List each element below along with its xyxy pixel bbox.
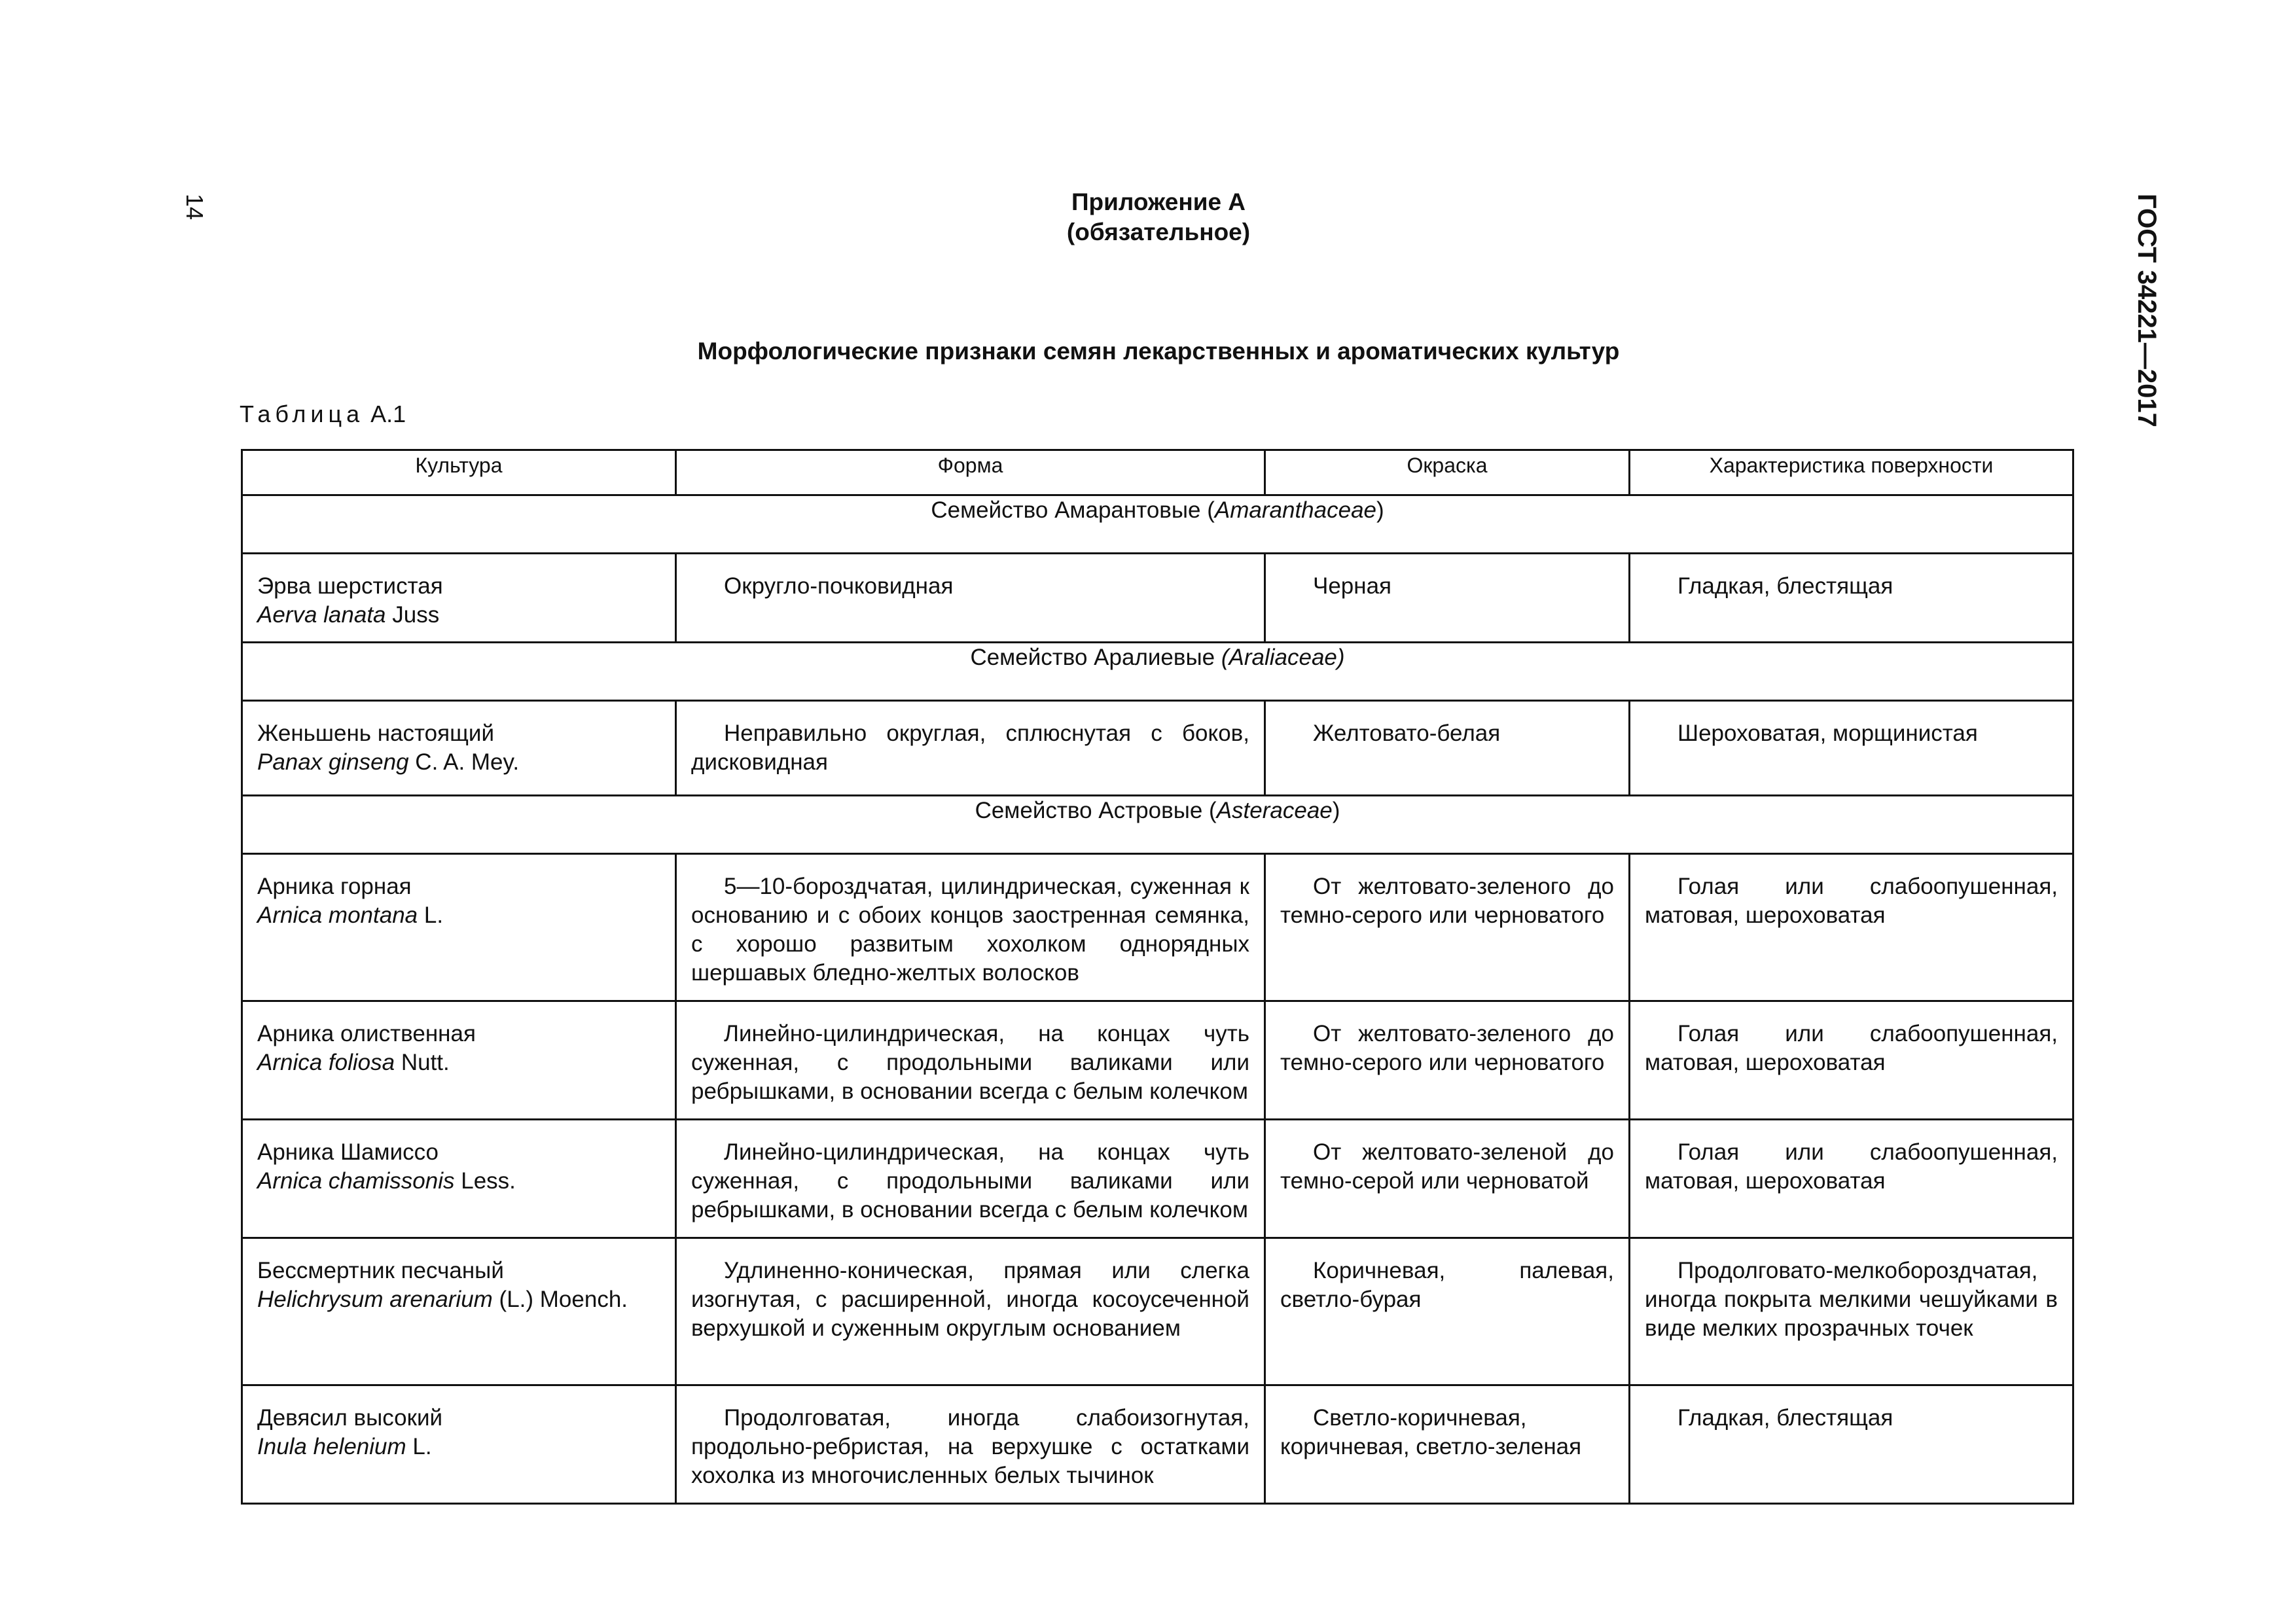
table-header-row bbox=[242, 450, 2073, 495]
culture-latin: Helichrysum arenarium bbox=[257, 1287, 493, 1312]
surface-cell: Гладкая, блестящая bbox=[1677, 573, 1893, 599]
culture-name: Женьшень настоящий bbox=[257, 721, 494, 746]
surface-cell: Голая или слабоопушенная, матовая, шероховатая bbox=[1645, 1021, 2058, 1075]
culture-name: Арника Шамиссо bbox=[257, 1139, 439, 1165]
surface-cell: Шероховатая, морщинистая bbox=[1677, 721, 1978, 746]
culture-latin: Arnica chamissonis bbox=[257, 1168, 455, 1194]
surface-cell: Голая или слабоопушенная, матовая, шероховатая bbox=[1645, 1139, 2058, 1194]
culture-author: Nutt. bbox=[395, 1050, 450, 1075]
culture-cell bbox=[243, 855, 675, 942]
culture-author: Juss bbox=[386, 602, 440, 628]
family-suffix: ) bbox=[1376, 497, 1384, 523]
color-cell: От желтовато-зеленого до темно-серого или черноватого bbox=[1280, 1021, 1614, 1075]
surface-cell: Продолговато-мелкобороздчатая, иногда покрыта мелкими чешуйками в виде мелких прозрачных точек bbox=[1645, 1258, 2058, 1341]
culture-author: C. A. Mey. bbox=[408, 749, 520, 775]
appendix-heading bbox=[916, 187, 1401, 247]
culture-cell bbox=[243, 1239, 675, 1326]
table-row bbox=[242, 1238, 2073, 1385]
color-cell: Коричневая, палевая, светло-бурая bbox=[1280, 1258, 1614, 1312]
table-row bbox=[242, 1001, 2073, 1120]
culture-author: L. bbox=[406, 1434, 432, 1459]
header-form: Форма bbox=[676, 450, 1265, 495]
family-name: Семейство Аралиевые bbox=[970, 645, 1221, 670]
culture-name: Арника олиственная bbox=[257, 1021, 476, 1046]
form-cell: 5—10-бороздчатая, цилиндрическая, суженная к основанию и с обоих концов заостренная семянка, с хорошо развитым хохолком однорядных шершавых бледно-желтых волосков bbox=[691, 874, 1249, 986]
table-label bbox=[240, 401, 406, 428]
header-surface: Характеристика поверхности bbox=[1630, 450, 2073, 495]
table-row bbox=[242, 701, 2073, 796]
form-cell: Линейно-цилиндрическая, на концах чуть суженная, с продольными валиками или ребрышками, в основании всегда с белым колечком bbox=[691, 1021, 1249, 1104]
seed-table bbox=[241, 449, 2074, 1505]
color-cell: Желтовато-белая bbox=[1313, 721, 1501, 746]
form-cell: Удлиненно-коническая, прямая или слегка изогнутая, с расширенной, иногда косоусеченной верхушкой и суженным округлым основанием bbox=[691, 1258, 1249, 1341]
header-culture: Культура bbox=[242, 450, 676, 495]
table-row bbox=[242, 1120, 2073, 1238]
culture-latin: Aerva lanata bbox=[257, 602, 386, 628]
document-code: ГОСТ 34221—2017 bbox=[2132, 194, 2161, 427]
family-suffix: ) bbox=[1332, 798, 1340, 823]
family-row bbox=[242, 796, 2073, 854]
culture-latin: Panax ginseng bbox=[257, 749, 409, 775]
appendix-title: Приложение А bbox=[1071, 188, 1246, 215]
appendix-status: (обязательное) bbox=[1066, 219, 1251, 245]
header-color: Окраска bbox=[1265, 450, 1630, 495]
family-row bbox=[242, 495, 2073, 554]
form-cell: Неправильно округлая, сплюснутая с боков, дисковидная bbox=[691, 721, 1249, 775]
color-cell: От желтовато-зеленой до темно-серой или черноватой bbox=[1280, 1139, 1614, 1194]
table-row bbox=[242, 1385, 2073, 1504]
color-cell: Черная bbox=[1313, 573, 1392, 599]
table-label-number: А.1 bbox=[370, 401, 406, 427]
family-name: Семейство Амарантовые ( bbox=[931, 497, 1215, 523]
culture-latin: Arnica montana bbox=[257, 902, 418, 928]
table-row bbox=[242, 854, 2073, 1001]
culture-cell bbox=[243, 1386, 675, 1473]
table-row bbox=[242, 554, 2073, 643]
color-cell: Светло-коричневая, коричневая, светло-зеленая bbox=[1280, 1405, 1582, 1459]
culture-name: Девясил высокий bbox=[257, 1405, 443, 1431]
culture-cell bbox=[243, 1120, 675, 1207]
culture-author: Less. bbox=[454, 1168, 516, 1194]
culture-cell bbox=[243, 554, 675, 641]
surface-cell: Голая или слабоопушенная, матовая, шероховатая bbox=[1645, 874, 2058, 928]
page-title: Морфологические признаки семян лекарственных и ароматических культур bbox=[697, 338, 1620, 365]
culture-name: Бессмертник песчаный bbox=[257, 1258, 504, 1283]
family-amaranthaceae bbox=[242, 495, 2073, 554]
family-latin: Amaranthaceae bbox=[1214, 497, 1377, 523]
color-cell: От желтовато-зеленого до темно-серого или черноватого bbox=[1280, 874, 1614, 928]
culture-name: Арника горная bbox=[257, 874, 412, 899]
family-araliaceae bbox=[242, 643, 2073, 701]
culture-latin: Inula helenium bbox=[257, 1434, 406, 1459]
culture-author: (L.) Moench. bbox=[492, 1287, 628, 1312]
family-asteraceae bbox=[242, 796, 2073, 854]
family-latin: (Araliaceae) bbox=[1221, 645, 1345, 670]
form-cell: Линейно-цилиндрическая, на концах чуть суженная, с продольными валиками или ребрышками, в основании всегда с белым колечком bbox=[691, 1139, 1249, 1222]
surface-cell: Гладкая, блестящая bbox=[1677, 1405, 1893, 1431]
family-latin: Asteraceae bbox=[1216, 798, 1333, 823]
culture-latin: Arnica foliosa bbox=[257, 1050, 395, 1075]
family-row bbox=[242, 643, 2073, 701]
table-label-word: Таблица bbox=[240, 401, 365, 427]
family-name: Семейство Астровые ( bbox=[975, 798, 1217, 823]
culture-name: Эрва шерстистая bbox=[257, 573, 443, 599]
form-cell: Продолговатая, иногда слабоизогнутая, продольно-ребристая, на верхушке с остатками хохолка из многочисленных белых тычинок bbox=[691, 1405, 1249, 1488]
culture-author: L. bbox=[418, 902, 444, 928]
form-cell: Округло-почковидная bbox=[724, 573, 954, 599]
culture-cell bbox=[243, 1002, 675, 1089]
page-number: 14 bbox=[181, 194, 208, 221]
culture-cell bbox=[243, 702, 675, 789]
